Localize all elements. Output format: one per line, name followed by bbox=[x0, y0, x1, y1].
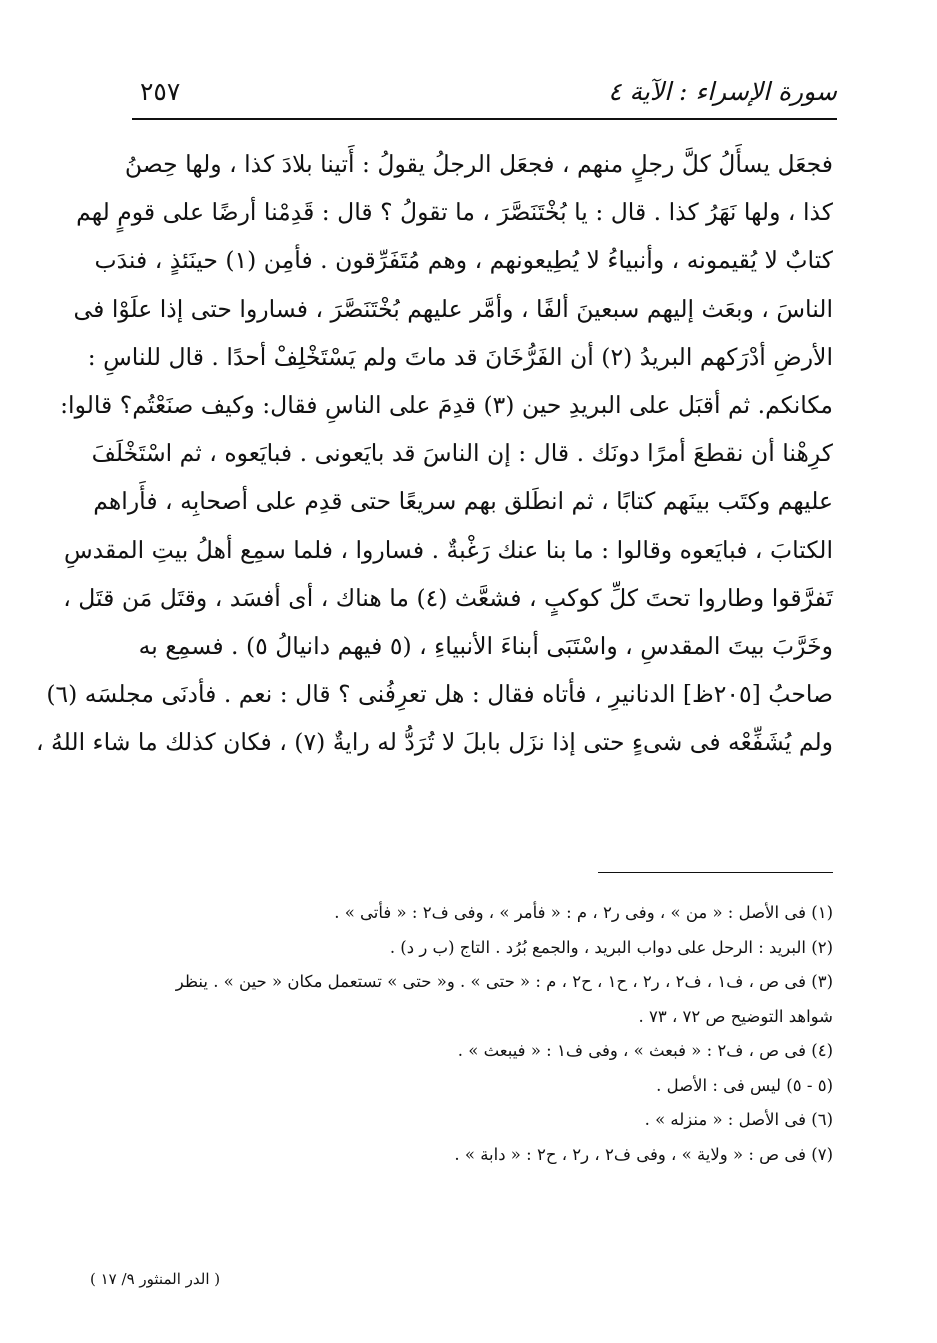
page-header bbox=[140, 58, 837, 106]
source-note: ( الدر المنثور ٩/ ١٧ ) bbox=[90, 1270, 221, 1288]
text-line: الأرضِ أدْرَكهم البريدُ (٢) أن الفَرُّخَانَ قد ماتَ ولم يَسْتَخْلِفْ أحدًا . قال للناسِ : bbox=[87, 342, 833, 371]
text-line: ولم يُشَفِّعْه فى شىءٍ حتى إذا نزَل بابلَ لا تُرَدُّ له رايةٌ (٧) ، فكان كذلك ما شاء اللهُ ، bbox=[35, 728, 833, 757]
text-line: الكتابَ ، فبايَعوه وقالوا : ما بنا عنك رَغْبةٌ . فساروا ، فلما سمِع أهلُ بيتِ المقدسِ bbox=[63, 535, 833, 564]
footnote: (٥ - ٥) ليس فى : الأصل . bbox=[656, 1075, 833, 1095]
text-line: وخَرَّبَ بيتَ المقدسِ ، واسْتَبَى أبناءَ الأنبياءِ ، (٥ فيهم دانيالُ ٥) . فسمِع به bbox=[138, 632, 833, 661]
footnotes bbox=[130, 896, 833, 1172]
main-text bbox=[35, 140, 833, 767]
header-rule bbox=[132, 118, 837, 120]
text-line: الناسَ ، وبعَث إليهم سبعينَ ألفًا ، وأمَّر عليهم بُخْتَنَصَّرَ ، فساروا حتى إذا علَوْا فى bbox=[73, 294, 833, 323]
text-line: صاحبُ [٢٠٥ظ] الدنانيرِ ، فأتاه فقال : هل تعرِفُنى ؟ قال : نعم . فأدنَى مجلسَه (٦) bbox=[46, 680, 833, 709]
text-line: كرِهْنا أن نقطعَ أمرًا دونَك . قال : إن الناسَ قد بايَعونى . فبايَعوه ، ثم اسْتَخْلَفَ bbox=[91, 439, 833, 468]
footnote: (٣) فى ص ، ف١ ، ف٢ ، ر٢ ، ح١ ، ح٢ ، م : « حتى » . و« حتى » تستعمل مكان « حين » . ينظر bbox=[175, 972, 833, 991]
page-number: ٢٥٧ bbox=[140, 77, 181, 106]
footnote: (٧) فى ص : « ولاية » ، وفى ف٢ ، ر٢ ، ح٢ : « دابة » . bbox=[454, 1144, 833, 1164]
text-line: كتابٌ لا يُقيمونه ، وأنبياءُ لا يُطِيعونهم ، وهم مُتَفَرِّقون . فأمِن (١) حينَئذٍ ، فندَب bbox=[94, 246, 833, 275]
running-title: سورة الإسراء : الآية ٤ bbox=[608, 77, 837, 106]
text-line: فجعَل يسأَلُ كلَّ رجلٍ منهم ، فجعَل الرجلُ يقولُ : أَتينا بلادَ كذا ، ولها حِصنُ bbox=[124, 150, 833, 178]
footnote-rule bbox=[598, 872, 833, 873]
footnote: (٦) فى الأصل : « منزله » . bbox=[644, 1110, 833, 1129]
text-line: تَفرَّقوا وطاروا تحتَ كلِّ كوكبٍ ، فشعَّث (٤) ما هناك ، أى أفسَد ، وقتَل مَن قتَل ، bbox=[63, 583, 833, 612]
footnote: (١) فى الأصل : « من » ، وفى ر٢ ، م : « فأمر » ، وفى ف٢ : « فأتى » . bbox=[334, 903, 833, 922]
text-line: عليهم وكتَب بينَهم كتابًا ، ثم انطَلق بهم سريعًا حتى قدِم على أصحابِه ، فأَراهم bbox=[93, 487, 833, 516]
text-line: مكانكم. ثم أقبَل على البريدِ حين (٣) قدِمَ على الناسِ فقال: وكيف صنَعْتُم؟ قالوا: bbox=[60, 391, 833, 420]
text-line: كذا ، ولها نَهَرُ كذا . قال : يا بُخْتَنَصَّرَ ، ما تقولُ ؟ قال : قَدِمْنا أرضًا على قومٍ لهم bbox=[76, 198, 833, 227]
footnote: شواهد التوضيح ص ٧٢ ، ٧٣ . bbox=[638, 1006, 833, 1026]
footnote: (٤) فى ص ، ف٢ : « فبعث » ، وفى ف١ : « فيبعث » . bbox=[457, 1041, 833, 1060]
footnote: (٢) البريد : الرحل على دواب البريد ، والجمع بُرُد . التاج (ب ر د) . bbox=[389, 937, 833, 957]
